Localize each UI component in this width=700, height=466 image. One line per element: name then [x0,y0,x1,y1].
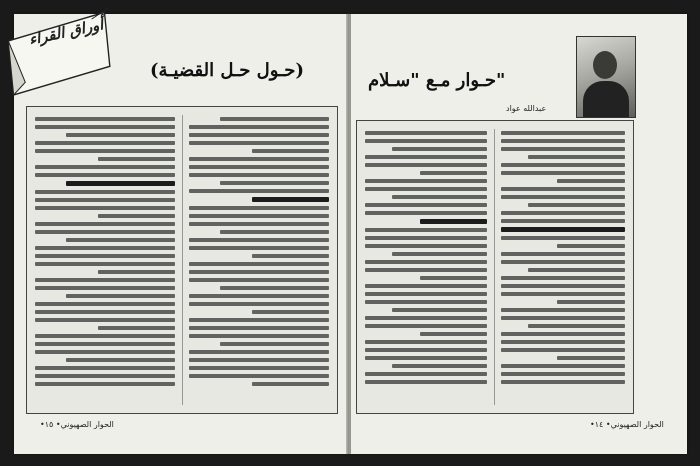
left-article-frame [26,106,338,414]
column-rule [182,115,183,405]
left-article-column-1 [189,113,329,407]
column-rule [494,129,495,405]
left-article-column-2 [35,113,175,407]
author-photo [576,36,636,118]
author-byline: عبدالله عواد [506,104,547,113]
right-page-folio: •الحوار الصهيوني• ١٤ [590,420,664,429]
left-headline: (حـول حـل القضيـة) [150,60,304,81]
right-article-column-1 [501,127,625,407]
right-headline: حـوار مـع "سـلام" [368,70,506,91]
left-page-folio: •الحوار الصهيوني• ١٥ [40,420,114,429]
right-article-column-2 [365,127,487,407]
section-logo-text: أوراق القراء [27,15,105,49]
right-article-frame [356,120,634,414]
